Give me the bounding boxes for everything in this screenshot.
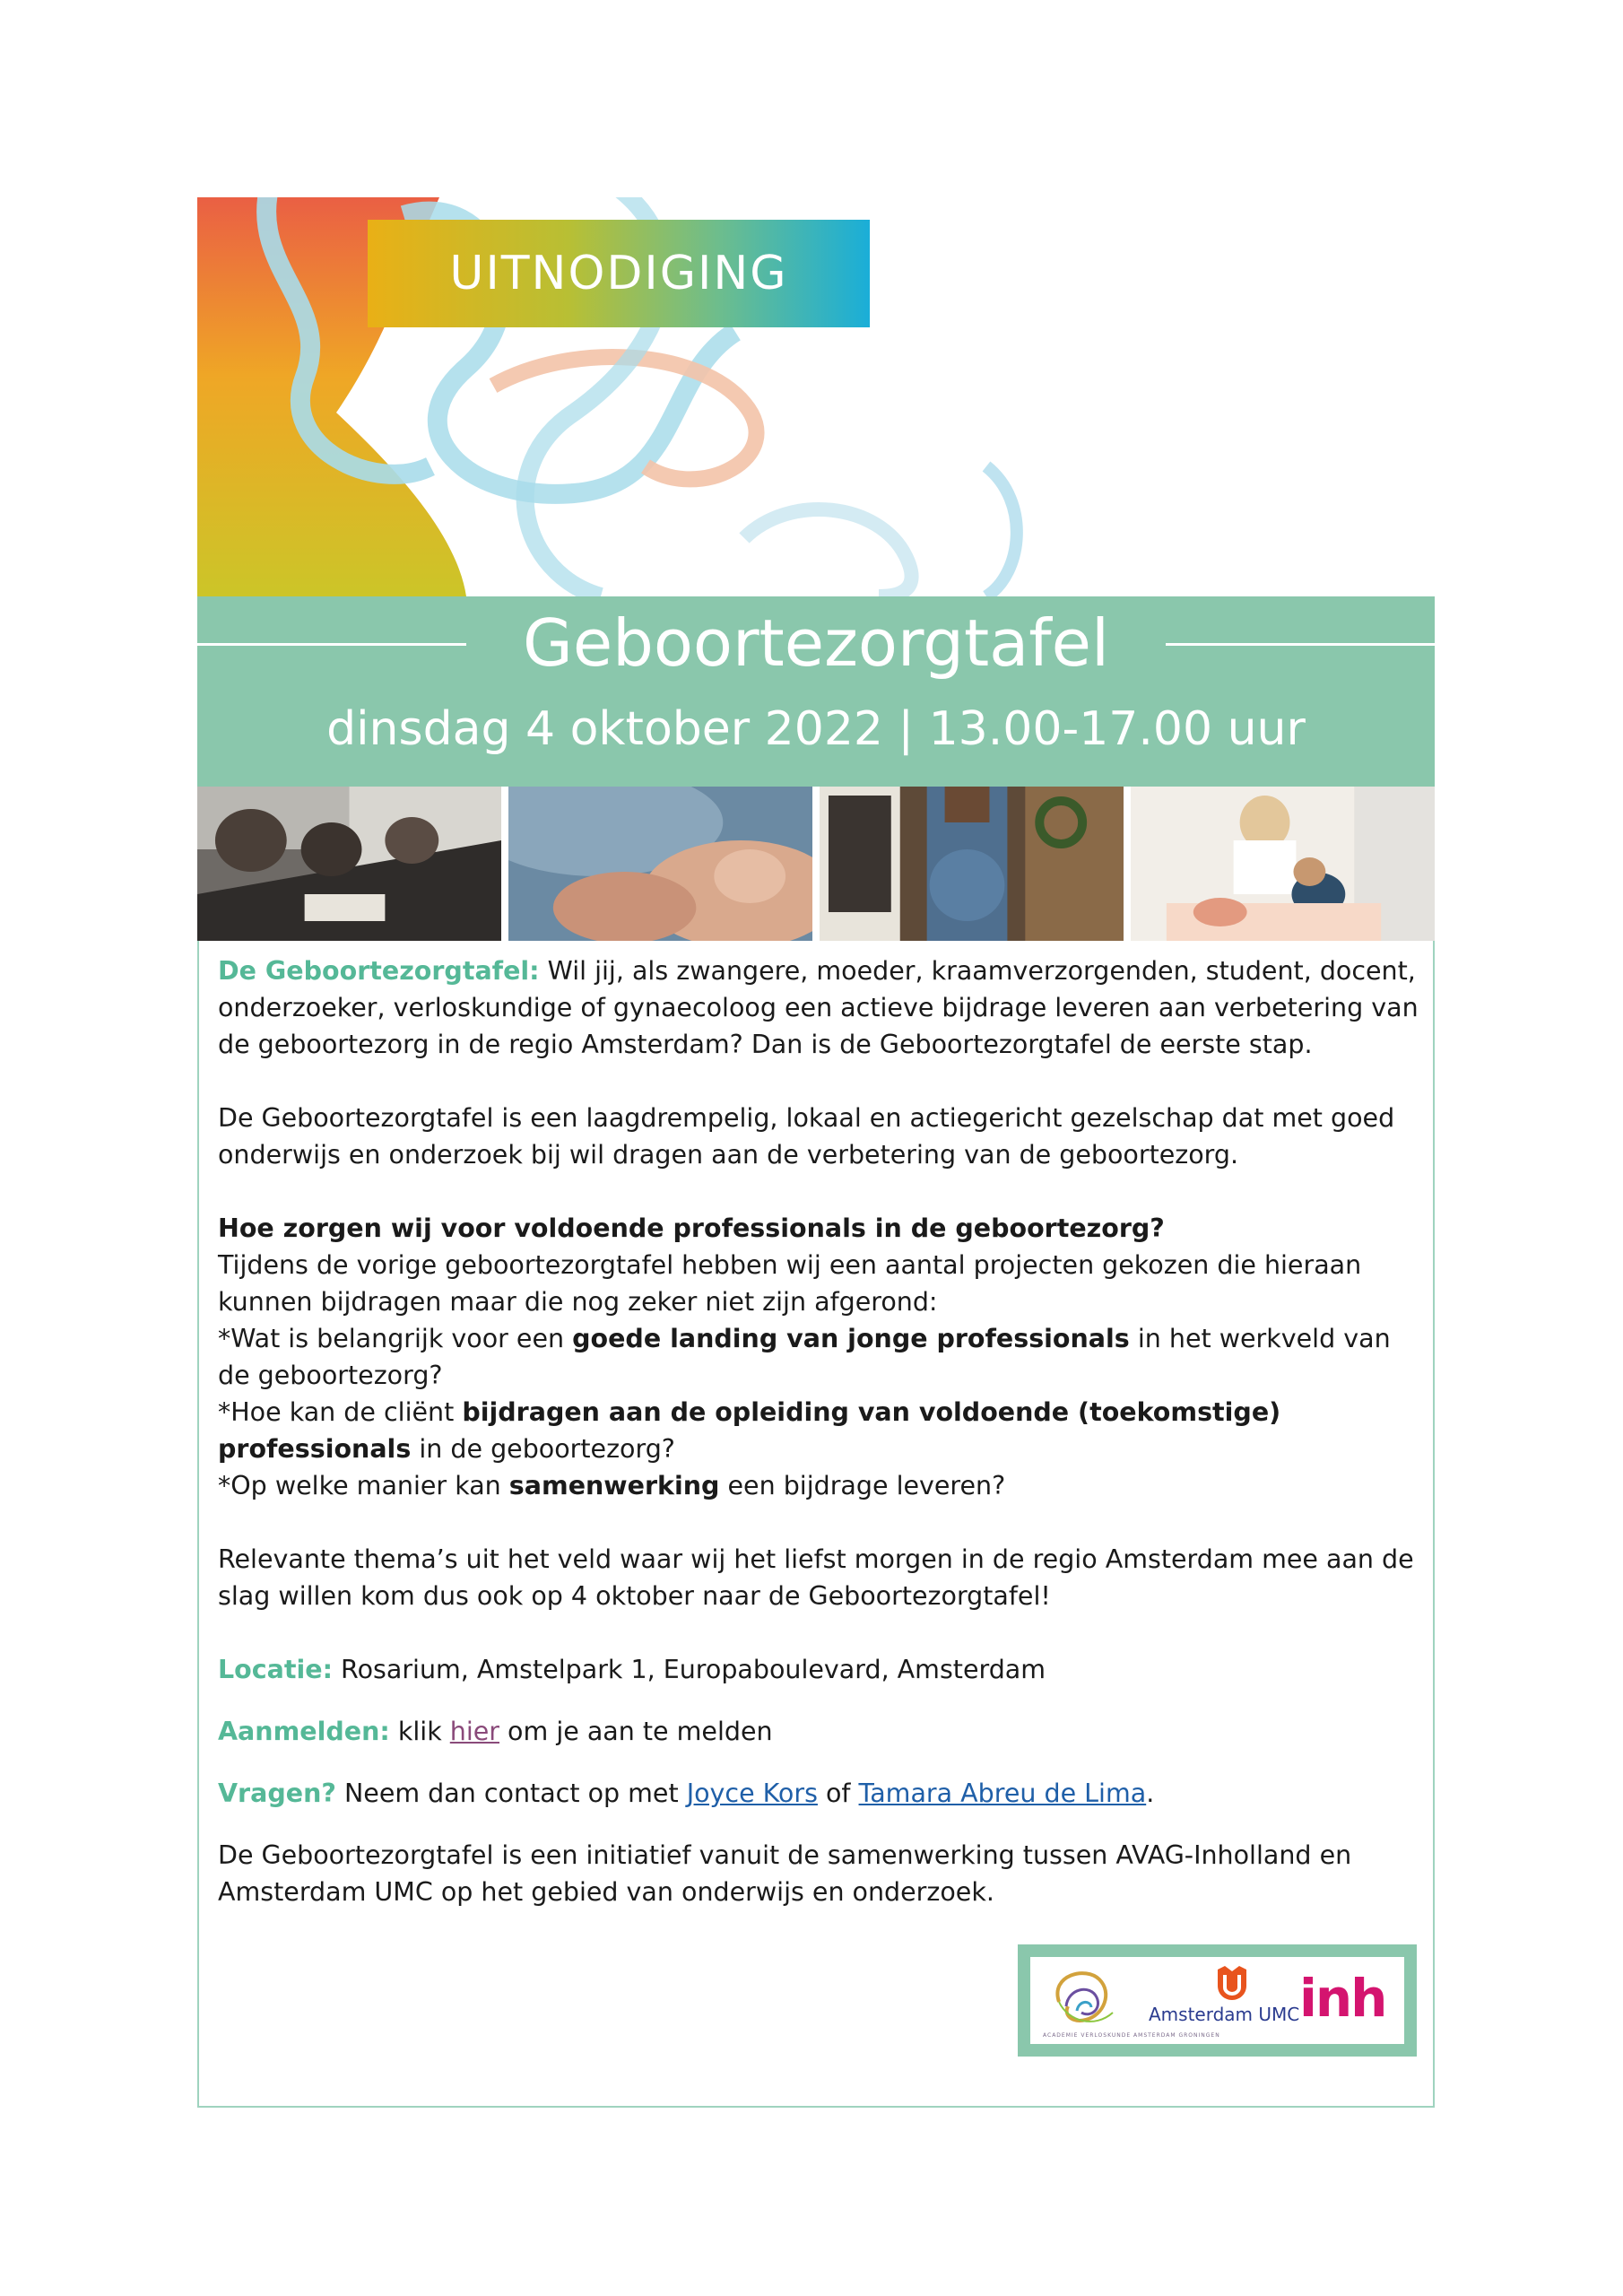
question-item-2 bbox=[218, 1394, 1419, 1467]
location-label: Locatie: bbox=[218, 1655, 333, 1684]
description-paragraph: De Geboortezorgtafel is een laagdrempelig, lokaal en actiegericht gezelschap dat met goed onderwijs en onderzoek bij wil dragen aan de verbetering van de geboortezorg. bbox=[218, 1103, 1395, 1170]
photo-meeting bbox=[197, 787, 501, 941]
title-band bbox=[197, 596, 1435, 787]
invitation-badge-text: UITNODIGING bbox=[449, 247, 788, 300]
question-item-3 bbox=[218, 1467, 1419, 1504]
signup-pre: klik bbox=[389, 1717, 450, 1746]
invitation-body bbox=[218, 952, 1419, 1910]
photo-pregnant-woman bbox=[820, 787, 1124, 941]
avag-logo-icon bbox=[1050, 1966, 1122, 2031]
intro-label: De Geboortezorgtafel: bbox=[218, 956, 540, 986]
question-item-2-post: in de geboortezorg? bbox=[411, 1434, 675, 1464]
questions-mid: of bbox=[817, 1779, 859, 1808]
signup-link[interactable]: hier bbox=[449, 1717, 499, 1746]
signup-label: Aanmelden: bbox=[218, 1717, 390, 1746]
invitation-badge bbox=[368, 220, 870, 327]
question-item-3-pre: *Op welke manier kan bbox=[218, 1471, 509, 1500]
contact-link-joyce-kors[interactable]: Joyce Kors bbox=[686, 1779, 818, 1808]
page-title: Geboortezorgtafel bbox=[523, 605, 1109, 681]
amsterdam-umc-logo-icon bbox=[1214, 1962, 1250, 2002]
signup-line bbox=[218, 1713, 1419, 1750]
question-lead: Tijdens de vorige geboortezorgtafel hebben wij een aantal projecten gekozen die hieraan kunnen bijdragen maar die nog zeker niet zijn afgerond: bbox=[218, 1250, 1362, 1317]
location-line bbox=[218, 1651, 1419, 1688]
question-item-3-bold: samenwerking bbox=[508, 1471, 720, 1500]
question-item-2-bold: bijdragen aan de opleiding van voldoende (toekomstige) professionals bbox=[218, 1397, 1281, 1464]
photo-newborn bbox=[508, 787, 812, 941]
avag-logo-text: ACADEMIE VERLOSKUNDE AMSTERDAM GRONINGEN bbox=[1043, 2032, 1220, 2039]
relevant-paragraph: Relevante thema’s uit het veld waar wij het liefst morgen in de regio Amsterdam mee aan de slag willen kom dus ook op 4 oktober naar de Geboortezorgtafel! bbox=[218, 1544, 1414, 1611]
amsterdam-umc-logo-text: Amsterdam UMC bbox=[1149, 2004, 1300, 2025]
question-item-3-post: een bijdrage leveren? bbox=[719, 1471, 1006, 1500]
contact-link-tamara-abreu-de-lima[interactable]: Tamara Abreu de Lima bbox=[858, 1779, 1147, 1808]
questions-line bbox=[218, 1775, 1419, 1812]
photo-care-nurse bbox=[1131, 787, 1435, 941]
question-heading-text: Hoe zorgen wij voor voldoende professionals in de geboortezorg? bbox=[218, 1213, 1165, 1243]
intro-text: Wil jij, als zwangere, moeder, kraamverzorgenden, student, docent, onderzoeker, verloskundige of gynaecoloog een actieve bijdrage leveren aan verbetering van de geboortezorg in de regio Amsterdam? Dan is de Geboortezorgtafel de eerste stap. bbox=[218, 956, 1419, 1059]
footer-paragraph: De Geboortezorgtafel is een initiatief vanuit de samenwerking tussen AVAG-Inholland en Amsterdam UMC op het gebied van onderwijs en onderzoek. bbox=[218, 1840, 1352, 1907]
questions-label: Vragen? bbox=[218, 1779, 336, 1808]
partner-logos-panel bbox=[1030, 1957, 1404, 2044]
question-item-2-pre: *Hoe kan de cliënt bbox=[218, 1397, 463, 1427]
event-date-time: dinsdag 4 oktober 2022 | 13.00-17.00 uur bbox=[326, 702, 1306, 756]
location-value: Rosarium, Amstelpark 1, Europaboulevard, Amsterdam bbox=[333, 1655, 1046, 1684]
questions-post: . bbox=[1146, 1779, 1155, 1808]
intro-paragraph bbox=[218, 952, 1419, 1063]
question-item-1-post: in het werkveld van de geboortezorg? bbox=[218, 1324, 1391, 1390]
question-heading bbox=[218, 1210, 1419, 1247]
inholland-logo: inh bbox=[1299, 1968, 1386, 2029]
signup-post: om je aan te melden bbox=[499, 1717, 773, 1746]
question-item-1-pre: *Wat is belangrijk voor een bbox=[218, 1324, 573, 1353]
question-item-1 bbox=[218, 1320, 1419, 1394]
partner-logos bbox=[1018, 1944, 1417, 2057]
photo-strip bbox=[197, 787, 1435, 941]
questions-pre: Neem dan contact op met bbox=[335, 1779, 687, 1808]
question-item-1-bold: goede landing van jonge professionals bbox=[572, 1324, 1130, 1353]
